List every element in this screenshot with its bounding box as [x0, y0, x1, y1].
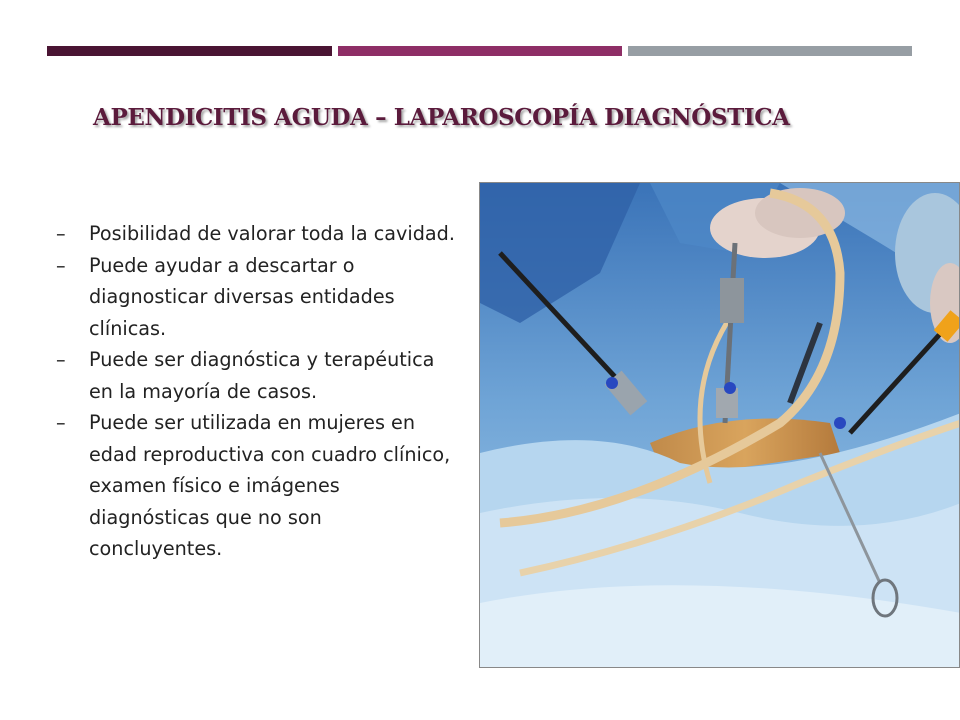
bullet-item	[56, 218, 456, 250]
bullet-item	[56, 407, 456, 565]
bullet-text: Puede ser utilizada en mujeres en edad reproductiva con cuadro clínico, examen físico e imágenes diagnósticas que no son concluyentes.	[89, 411, 451, 560]
bullet-dash: –	[56, 222, 66, 245]
accent-bar-magenta	[338, 46, 622, 56]
bullet-dash: –	[56, 253, 66, 277]
bullet-dash: –	[56, 348, 66, 371]
slide-title: APENDICITIS AGUDA – LAPAROSCOPÍA DIAGNÓSTICA	[93, 104, 790, 131]
bullet-item	[56, 250, 456, 345]
laparoscopy-photo	[479, 182, 960, 668]
top-accent-bars	[47, 46, 912, 56]
laparoscopy-illustration	[480, 183, 960, 668]
accent-bar-gray	[628, 46, 912, 56]
bullet-item	[56, 344, 456, 407]
accent-bar-dark	[47, 46, 332, 56]
bullet-text: Puede ayudar a descartar o diagnosticar diversas entidades clínicas.	[89, 253, 395, 340]
bullet-dash: –	[56, 411, 66, 434]
bullet-text: Puede ser diagnóstica y terapéutica en la mayoría de casos.	[89, 348, 435, 403]
bullet-text: Posibilidad de valorar toda la cavidad.	[89, 222, 455, 245]
bullet-list	[56, 218, 456, 565]
